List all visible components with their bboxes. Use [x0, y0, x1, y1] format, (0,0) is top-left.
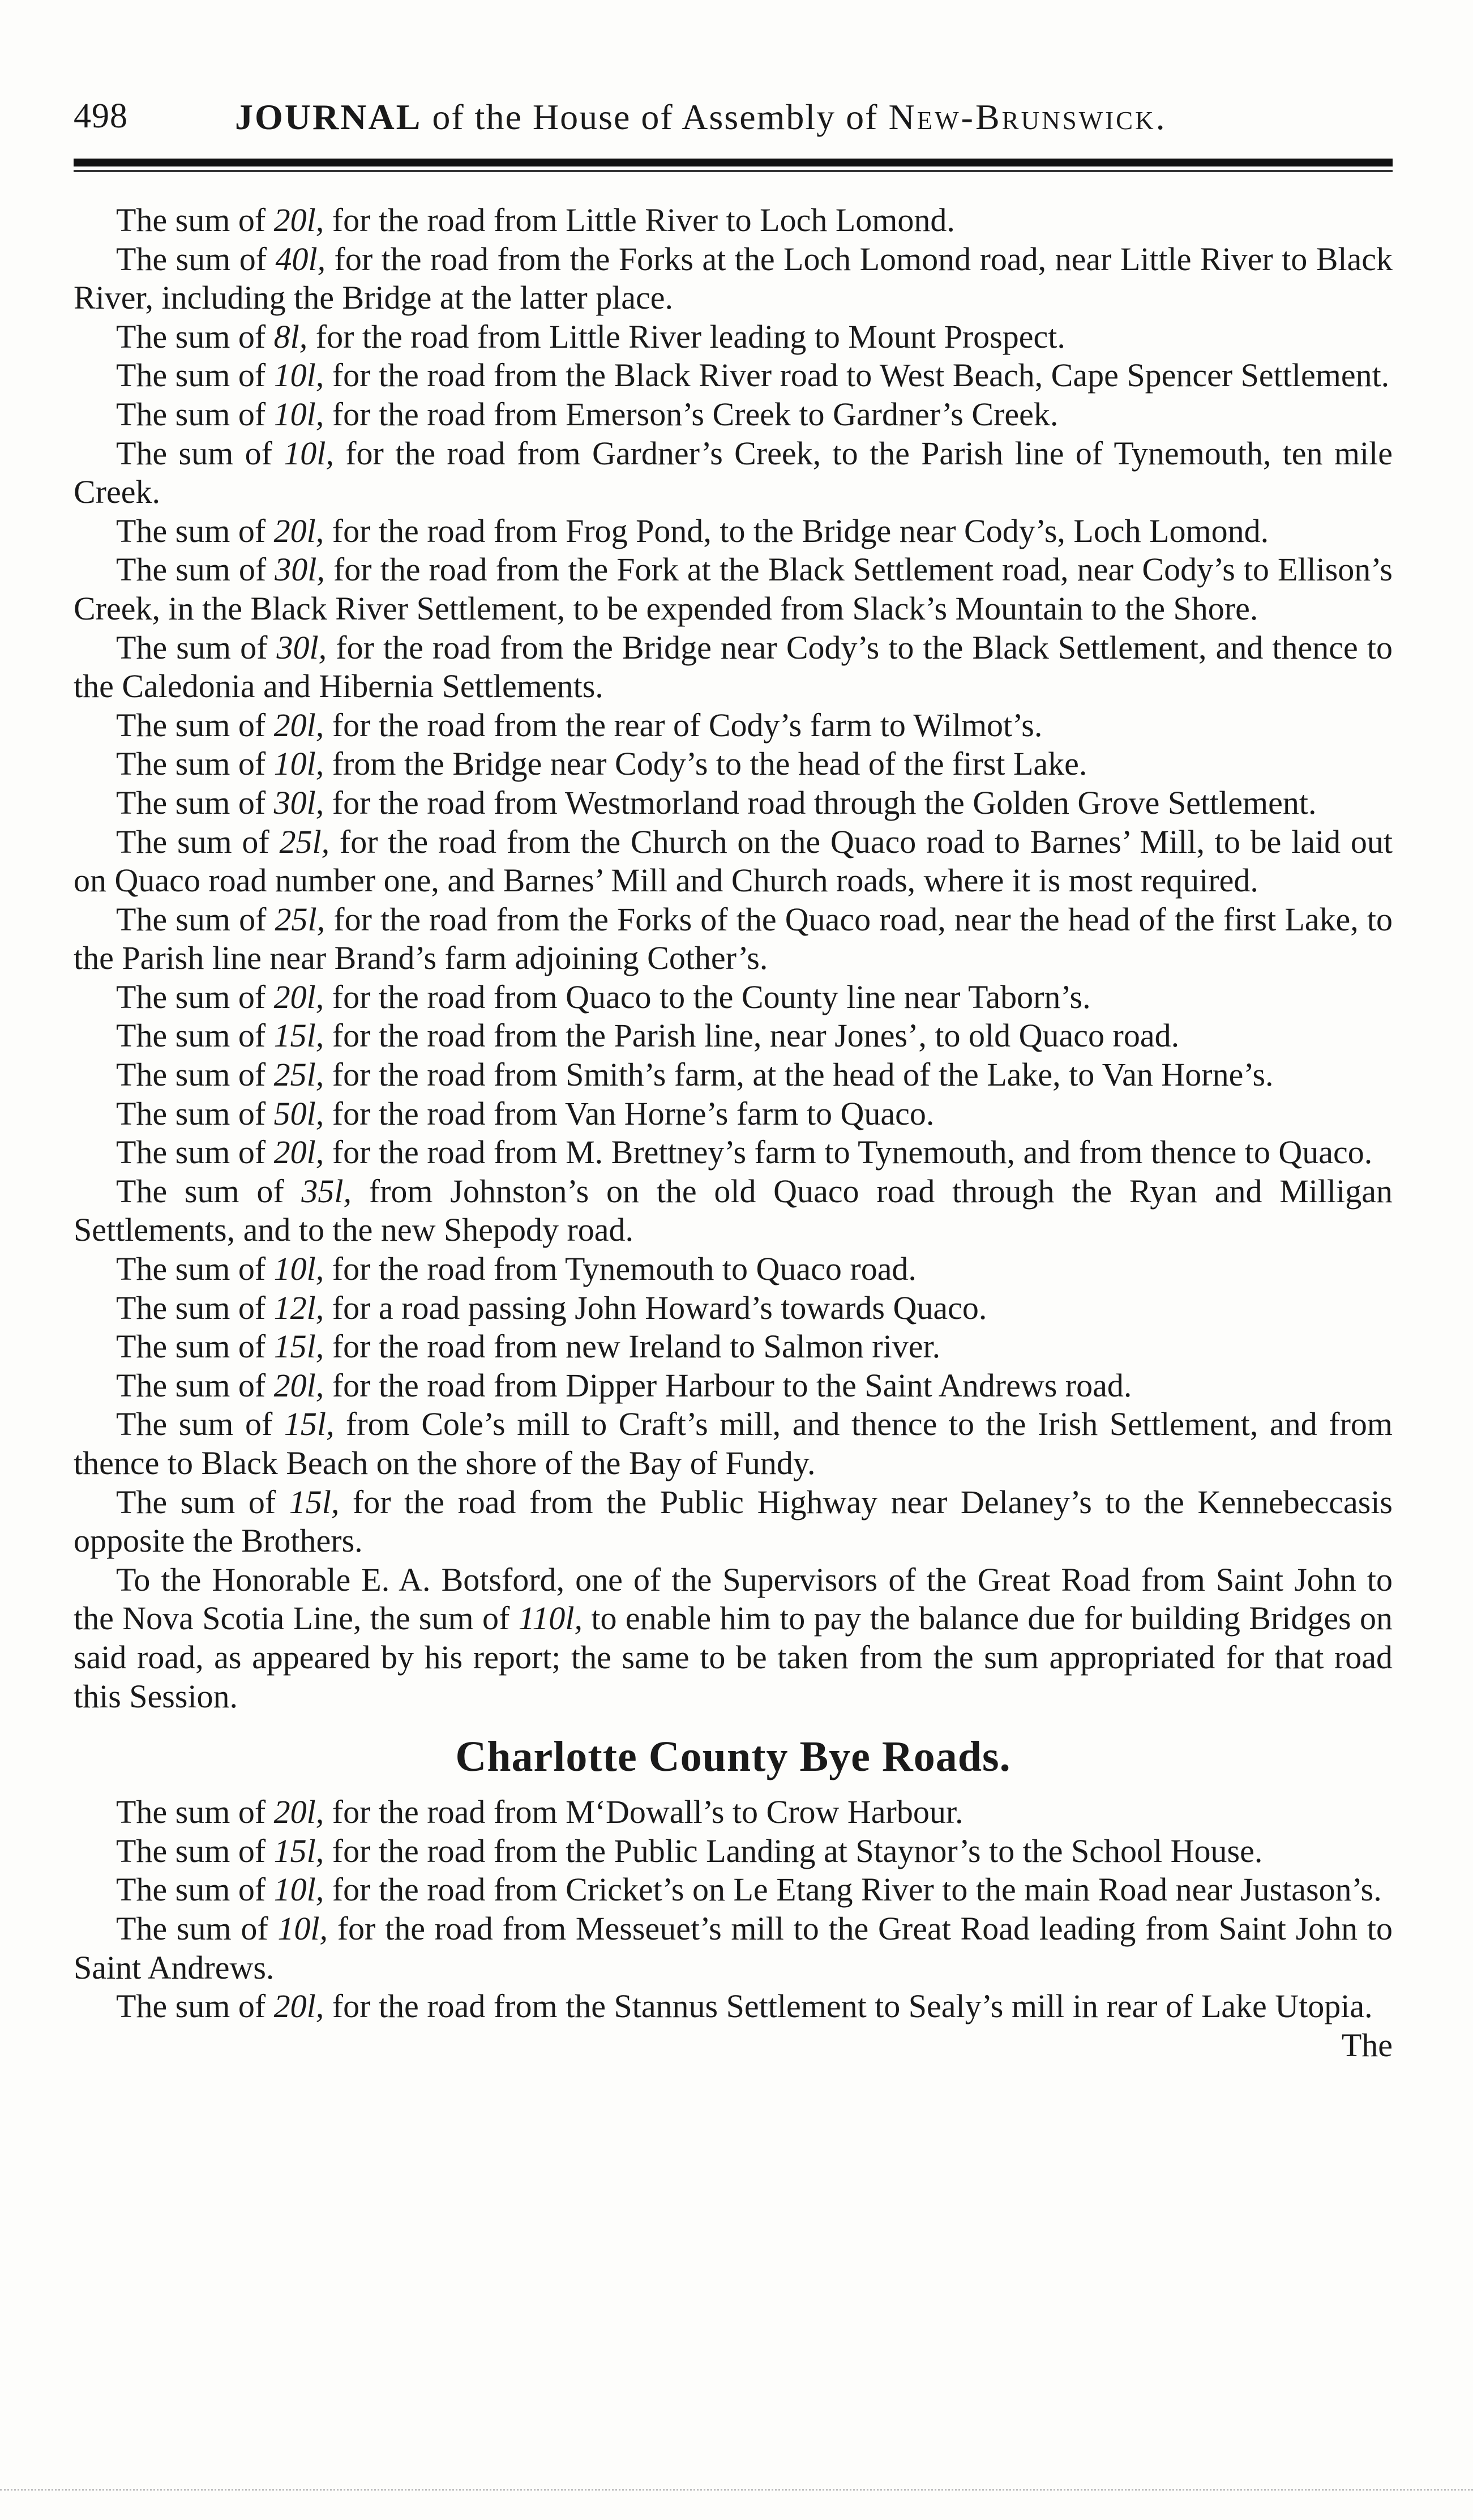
appropriation-paragraph — [74, 1483, 1393, 1561]
catchword: The — [1341, 2026, 1393, 2064]
body-text — [74, 201, 1393, 2065]
appropriation-paragraph — [74, 1327, 1393, 1366]
appropriation-paragraph — [74, 900, 1393, 978]
appropriation-paragraph — [74, 1910, 1393, 1987]
header-rule-thin — [74, 170, 1393, 172]
paragraph-text: for the road from Cricket’s on Le Etang River to the main Road near Justason’s. — [324, 1871, 1382, 1908]
paragraph-text: for the road from the Forks at the Loch Lomond road, near Little River to Black River, including the Bridge at the latter place. — [74, 240, 1393, 317]
amount: 50l, — [273, 1095, 324, 1132]
appropriation-paragraph — [74, 1561, 1393, 1716]
appropriation-paragraph — [74, 1133, 1393, 1172]
paragraph-lead: The sum of — [116, 629, 277, 666]
paragraph-text: from the Bridge near Cody’s to the head of the first Lake. — [324, 745, 1087, 783]
amount: 25l, — [273, 1056, 324, 1094]
amount: 15l, — [284, 1406, 335, 1443]
appropriation-paragraph — [74, 240, 1393, 318]
appropriation-paragraph — [74, 1056, 1393, 1095]
paragraph-lead: The sum of — [116, 1172, 302, 1210]
section-heading: Charlotte County Bye Roads. — [455, 1733, 1011, 1781]
paragraph-text: for the road from M. Brettney’s farm to Tynemouth, and from thence to Quaco. — [324, 1134, 1373, 1171]
paragraph-text: for the road from Westmorland road through the Golden Grove Settlement. — [324, 784, 1317, 821]
appropriation-paragraph — [74, 1366, 1393, 1406]
paragraph-lead: The sum of — [116, 1328, 274, 1365]
amount: 40l, — [275, 240, 326, 277]
paragraph-lead: The sum of — [116, 1289, 274, 1326]
paragraph-text: from Cole’s mill to Craft’s mill, and thence to the Irish Settlement, and from thence to Black Beach on the shore of the Bay of Fundy. — [74, 1406, 1393, 1481]
paragraph-lead: The sum of — [116, 823, 280, 860]
amount: 20l, — [273, 1793, 324, 1831]
paragraph-lead: The sum of — [116, 784, 274, 821]
appropriation-paragraph — [74, 318, 1393, 357]
title-middle: of the House of Assembly of — [422, 97, 889, 137]
paragraph-text: to enable him to pay the balance due for building Bridges on said road, as appeared by his report; the same to be taken from the sum appropriated for that road this Session. — [74, 1600, 1393, 1715]
title-province: New-Brunswick. — [888, 97, 1167, 137]
paragraph-lead: The sum of — [116, 202, 274, 238]
paragraph-lead: The sum of — [116, 1095, 274, 1132]
paragraph-text: for the road from the Parish line, near Jones’, to old Quaco road. — [324, 1017, 1180, 1054]
appropriation-paragraph — [74, 706, 1393, 745]
amount: 20l, — [273, 512, 324, 549]
paragraph-lead: The sum of — [116, 357, 274, 394]
appropriation-paragraph — [74, 1095, 1393, 1134]
amount: 8l, — [273, 318, 308, 355]
paragraph-lead: The sum of — [116, 1910, 278, 1947]
appropriation-paragraph — [74, 550, 1393, 628]
appropriation-paragraph — [74, 1289, 1393, 1328]
amount: 15l, — [273, 1017, 324, 1054]
paragraph-lead: The sum of — [116, 512, 274, 549]
amount: 25l, — [279, 823, 330, 860]
paragraph-lead: The sum of — [116, 240, 276, 277]
paragraph-text: for the road from the Black River road to West Beach, Cape Spencer Settlement. — [324, 357, 1390, 394]
paragraph-text: for the road from the rear of Cody’s farm to Wilmot’s. — [324, 706, 1043, 744]
paragraph-text: for the road from Messeuet’s mill to the Great Road leading from Saint John to Saint Andrews. — [74, 1910, 1393, 1986]
amount: 20l, — [273, 1366, 324, 1404]
appropriation-paragraph — [74, 395, 1393, 434]
paragraph-text: for the road from the Public Highway near Delaney’s to the Kennebeccasis opposite the Brothers. — [74, 1483, 1393, 1560]
amount: 20l, — [273, 706, 324, 744]
appropriation-paragraph — [74, 1987, 1393, 2026]
appropriation-paragraph — [74, 978, 1393, 1017]
paragraph-text: for the road from Little River to Loch Lomond. — [324, 202, 955, 238]
paragraph-text: for the road from Emerson’s Creek to Gardner’s Creek. — [324, 395, 1059, 433]
journal-page — [74, 85, 1393, 2064]
amount: 30l, — [275, 551, 325, 588]
appropriation-paragraph — [74, 512, 1393, 551]
paragraph-text: for the road from Tynemouth to Quaco road. — [324, 1250, 917, 1288]
amount: 10l, — [273, 1871, 324, 1908]
paragraph-lead: The sum of — [116, 1832, 274, 1869]
paragraph-lead: The sum of — [116, 1483, 289, 1520]
amount: 10l, — [273, 745, 324, 783]
amount: 25l, — [275, 900, 326, 938]
appropriation-paragraph — [74, 1793, 1393, 1832]
appropriation-paragraph — [74, 1172, 1393, 1250]
paragraph-lead: The sum of — [116, 1134, 274, 1171]
charlotte-appropriations-list — [74, 1793, 1393, 2026]
page-edge-dots — [0, 2489, 1473, 2492]
paragraph-lead: The sum of — [116, 1406, 284, 1443]
paragraph-lead: The sum of — [116, 1871, 274, 1908]
paragraph-lead: The sum of — [116, 1366, 274, 1404]
amount: 20l, — [273, 1988, 324, 2025]
amount: 30l, — [273, 784, 324, 821]
paragraph-lead: The sum of — [116, 1988, 274, 2025]
paragraph-lead: The sum of — [116, 434, 284, 472]
paragraph-lead: The sum of — [116, 706, 274, 744]
amount: 15l, — [273, 1832, 324, 1869]
paragraph-lead: The sum of — [116, 1793, 274, 1831]
paragraph-lead: The sum of — [116, 1250, 274, 1288]
paragraph-text: for the road from the Stannus Settlement to Sealy’s mill in rear of Lake Utopia. — [324, 1988, 1373, 2025]
paragraph-text: for the road from M‘Dowall’s to Crow Harbour. — [324, 1793, 964, 1831]
paragraph-text: for the road from Van Horne’s farm to Quaco. — [324, 1095, 935, 1132]
paragraph-text: for a road passing John Howard’s towards Quaco. — [324, 1289, 987, 1326]
amount: 12l, — [273, 1289, 324, 1326]
paragraph-lead: The sum of — [116, 551, 275, 588]
page-number: 498 — [74, 97, 128, 135]
appropriations-list — [74, 201, 1393, 1716]
appropriation-paragraph — [74, 434, 1393, 512]
header-rule-thick — [74, 159, 1393, 166]
amount: 10l, — [284, 434, 334, 472]
appropriation-paragraph — [74, 356, 1393, 395]
amount: 35l, — [301, 1172, 352, 1210]
amount: 15l, — [273, 1328, 324, 1365]
amount: 30l, — [276, 629, 327, 666]
appropriation-paragraph — [74, 1870, 1393, 1910]
amount: 20l, — [273, 978, 324, 1015]
paragraph-lead: To the Honorable E. A. Botsford, one of the Supervisors of the Great Road from Saint John to the Nova Scotia Line, the sum of — [74, 1561, 1393, 1637]
amount: 10l, — [273, 395, 324, 433]
paragraph-text: for the road from the Public Landing at Staynor’s to the School House. — [324, 1832, 1263, 1869]
appropriation-paragraph — [74, 1016, 1393, 1056]
amount: 10l, — [273, 1250, 324, 1288]
paragraph-lead: The sum of — [116, 745, 274, 783]
paragraph-lead: The sum of — [116, 1056, 274, 1094]
paragraph-lead: The sum of — [116, 395, 274, 433]
appropriation-paragraph — [74, 1832, 1393, 1871]
paragraph-text: for the road from the Forks of the Quaco road, near the head of the first Lake, to the Parish line near Brand’s farm adjoining Cother’s. — [74, 900, 1393, 977]
appropriation-paragraph — [74, 823, 1393, 900]
paragraph-text: for the road from Frog Pond, to the Bridge near Cody’s, Loch Lomond. — [324, 512, 1269, 549]
appropriation-paragraph — [74, 784, 1393, 823]
paragraph-text: for the road from Little River leading to Mount Prospect. — [307, 318, 1065, 355]
running-header — [74, 85, 1393, 153]
paragraph-text: for the road from Quaco to the County line near Taborn’s. — [324, 978, 1091, 1015]
paragraph-lead: The sum of — [116, 978, 274, 1015]
amount: 110l, — [518, 1600, 583, 1637]
paragraph-text: for the road from the Church on the Quaco road to Barnes’ Mill, to be laid out on Quaco road number one, and Barnes’ Mill and Church roads, where it is most required. — [74, 823, 1393, 899]
appropriation-paragraph — [74, 1405, 1393, 1483]
paragraph-lead: The sum of — [116, 318, 274, 355]
appropriation-paragraph — [74, 745, 1393, 784]
paragraph-lead: The sum of — [116, 900, 275, 938]
amount: 20l, — [273, 202, 324, 238]
amount: 20l, — [273, 1134, 324, 1171]
amount: 10l, — [273, 357, 324, 394]
paragraph-text: for the road from Gardner’s Creek, to the Parish line of Tynemouth, ten mile Creek. — [74, 434, 1393, 511]
paragraph-text: for the road from the Bridge near Cody’s to the Black Settlement, and thence to the Caledonia and Hibernia Settlements. — [74, 629, 1393, 705]
paragraph-text: for the road from the Fork at the Black Settlement road, near Cody’s to Ellison’s Creek, in the Black River Settlement, to be expended from Slack’s Mountain to the Shore. — [74, 551, 1393, 627]
appropriation-paragraph — [74, 201, 1393, 240]
paragraph-lead: The sum of — [116, 1017, 274, 1054]
running-title — [235, 96, 1167, 138]
amount: 15l, — [289, 1483, 340, 1520]
title-journal: JOURNAL — [235, 97, 422, 137]
paragraph-text: from Johnston’s on the old Quaco road through the Ryan and Milligan Settlements, and to the new Shepody road. — [74, 1172, 1393, 1249]
paragraph-text: for the road from new Ireland to Salmon river. — [324, 1328, 941, 1365]
appropriation-paragraph — [74, 1250, 1393, 1289]
paragraph-text: for the road from Dipper Harbour to the Saint Andrews road. — [324, 1366, 1132, 1404]
paragraph-text: for the road from Smith’s farm, at the head of the Lake, to Van Horne’s. — [324, 1056, 1274, 1094]
amount: 10l, — [277, 1910, 328, 1947]
appropriation-paragraph — [74, 629, 1393, 706]
